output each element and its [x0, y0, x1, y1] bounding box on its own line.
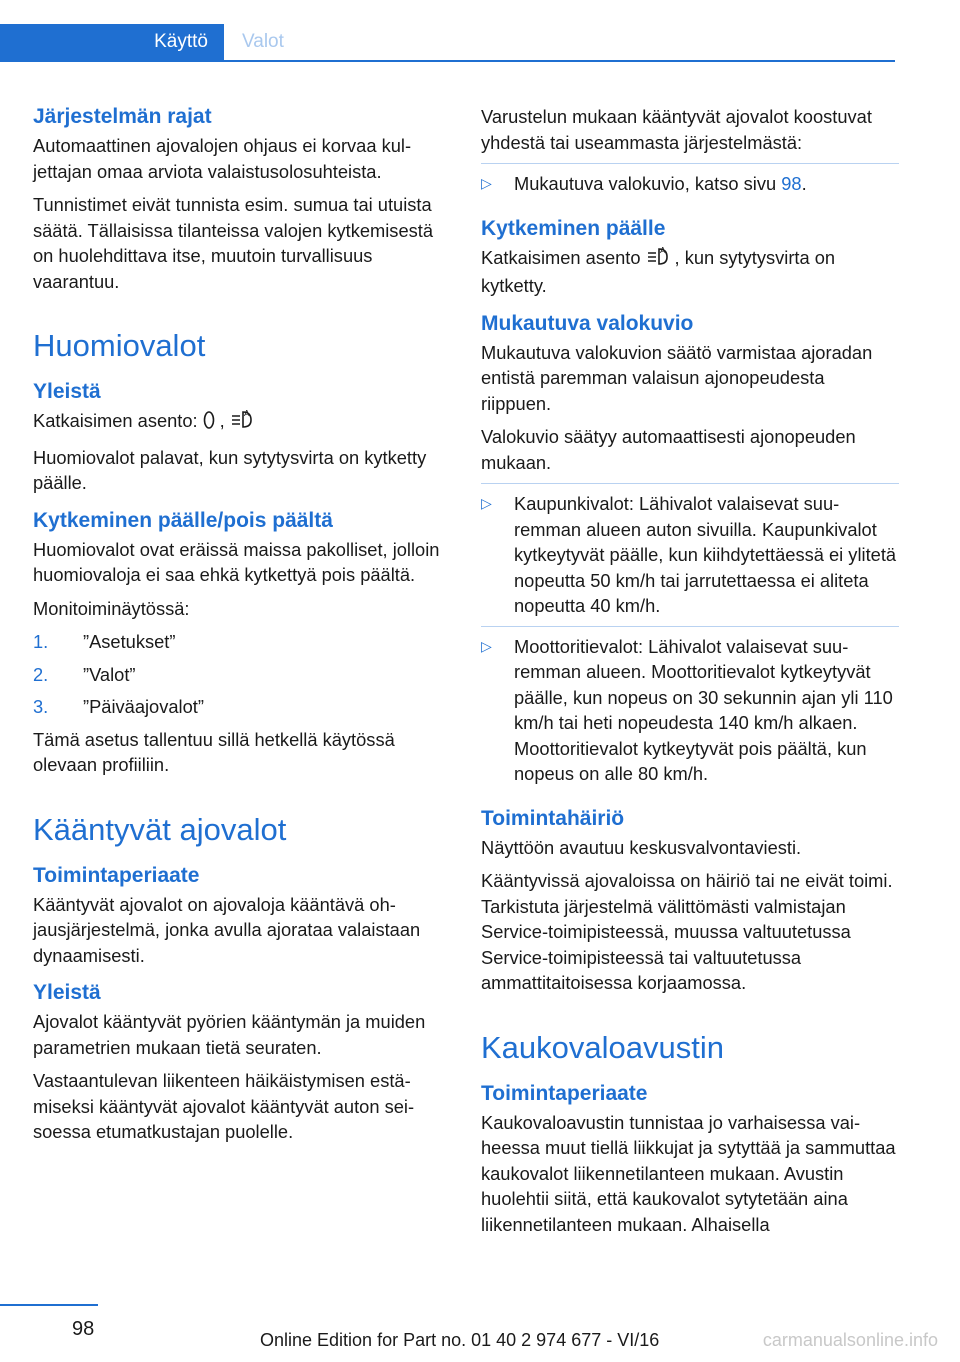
triangle-bullet-icon: ▷ [481, 175, 492, 191]
paragraph: Kääntyvät ajovalot on ajovaloja kääntävä ohjausjärjestelmä, jonka avulla ajorataa valaistaan dynaamisesti. [33, 893, 421, 966]
paragraph: Kaukovaloavustin tunnistaa jo varhaisessa vaiheessa muut tiellä liikkujat ja sytyttää ja sammuttaa kaukovalot liikennetilanteen mukaan. Avustin huolehtii siitä, että kaukovalot sytytetään aina liikennetilanteen mukaan. Alhaisella [481, 1111, 896, 1235]
heading-huomiovalot: Huomiovalot [33, 328, 206, 363]
header-rule [0, 60, 895, 62]
heading-toimintaperiaate-2: Toimintaperiaate [481, 1081, 648, 1105]
triangle-bullet-icon: ▷ [481, 637, 492, 654]
step-text: ”Valot” [83, 663, 136, 685]
step-number: 1. [33, 631, 49, 652]
paragraph: Ajovalot kääntyvät pyörien kääntymän ja muiden parametrien mukaan tietä seuraten. [33, 1011, 426, 1058]
heading-mukautuva-valokuvio: Mukautuva valokuvio [481, 311, 694, 335]
tab-kaytto[interactable]: Käyttö [0, 24, 224, 60]
heading-toimintaperiaate: Toimintaperiaate [33, 863, 200, 887]
paragraph: Automaattinen ajovalojen ohjaus ei korvaa kuljettajan omaa arviota valaistusolosuhteista. [33, 135, 412, 182]
triangle-bullet-icon: ▷ [481, 495, 492, 511]
list-item [33, 629, 448, 655]
automatic-headlight-icon [229, 408, 255, 437]
watermark: carmanualsonline.info [762, 1330, 938, 1350]
step-number: 2. [33, 663, 49, 685]
heading-kytkeminen-paalle: Kytkeminen päälle [481, 216, 666, 240]
list-item [481, 491, 899, 627]
step-text: ”Asetukset” [83, 631, 176, 652]
list-item [481, 634, 899, 794]
heading-kytkeminen-paalle-pois: Kytkeminen päälle/pois päältä [33, 508, 333, 532]
page-link[interactable]: 98 [781, 173, 802, 194]
list-item [481, 171, 899, 204]
svg-text:A: A [243, 409, 250, 418]
paragraph: Tämä asetus tallentuu sillä hetkellä käytössä olevaan profiiliin. [33, 728, 395, 775]
heading-jarjestelman-rajat: Järjestelmän rajat [33, 105, 212, 128]
text: , [219, 410, 225, 431]
divider [481, 163, 899, 164]
list-item [33, 694, 448, 720]
text: Katkaisimen asento: [33, 410, 198, 431]
steps-list [33, 629, 448, 720]
automatic-headlight-icon [645, 245, 671, 274]
heading-toimintahairio: Toimintahäiriö [481, 806, 625, 830]
paragraph: Vastaantulevan liikenteen häikäistymisen estämiseksi kääntyvät ajovalot kääntyvät auton seisoessa etumatkustajan puolelle. [33, 1070, 415, 1142]
paragraph: Mukautuva valokuvion säätö varmistaa ajoradan entistä paremman valaisun ajonopeudesta riippuen. [481, 341, 873, 414]
svg-text:A: A [659, 245, 666, 255]
paragraph: Kääntyvissä ajovaloissa on häiriö tai ne eivät toimi. Tarkistuta järjestelmä välittömästi valmistajan Service-toimipisteessä, muussa valtuutetussa Service-toimipisteessä tai valtuutetussa ammattitaitoisessa korjaamossa. [481, 870, 893, 993]
text: Mukautuva valokuvio, katso sivu [514, 173, 777, 194]
heading-yleista: Yleistä [33, 380, 101, 403]
page-number: 98 [72, 1318, 95, 1340]
paragraph: Varustelun mukaan kääntyvät ajovalot koostuvat yhdestä tai useammasta järjestelmästä: [481, 106, 872, 153]
text: , kun sytytysvirta on kytketty. [481, 246, 836, 296]
step-number: 3. [33, 696, 49, 717]
light-mode-list [481, 491, 899, 794]
right-column [481, 104, 899, 1245]
paragraph-switch-position [33, 408, 448, 437]
edition-text: Online Edition for Part no. 01 40 2 974 677 - VI/16 [260, 1330, 660, 1350]
step-text: ”Päiväajovalot” [83, 696, 204, 717]
paragraph: Huomiovalot palavat, kun sytytysvirta on kytketty päälle. [33, 446, 427, 493]
paragraph: Tunnistimet eivät tunnista esim. sumua tai utuista säätä. Tällaisissa tilanteissa valojen kytkemisestä on huolehdittava itse, muutoin turvallisuus vaarantuu. [33, 194, 434, 292]
heading-kaukovaloavustin: Kaukovaloavustin [481, 1029, 724, 1065]
text: Kaupunkivalot: Lähivalot valaisevat suuremman alueen auton sivuilla. Kaupunkivalot kytkeytyvät päälle, kun kiihdytettäessä ei ylitetä nopeutta 50 km/h tai jarrutettaessa ei aliteta nopeutta 40 km/h. [514, 493, 897, 616]
left-column [33, 104, 448, 1153]
paragraph-switch [481, 245, 899, 299]
tab-valot[interactable]: Valot [242, 31, 284, 52]
paragraph: Näyttöön avautuu keskusvalvontaviesti. [481, 836, 802, 858]
system-list [481, 171, 899, 204]
divider [481, 483, 899, 484]
paragraph: Valokuvio säätyy automaattisesti ajonopeuden mukaan. [481, 426, 856, 473]
page-header [0, 24, 895, 62]
heading-yleista-2: Yleistä [33, 981, 101, 1004]
text: . [801, 173, 807, 194]
heading-kaantyvat-ajovalot: Kääntyvät ajovalot [33, 811, 287, 847]
footer-rule [0, 1304, 98, 1306]
paragraph: Monitoiminäytössä: [33, 597, 190, 619]
light-switch-zero-icon [202, 410, 216, 437]
paragraph: Huomiovalot ovat eräissä maissa pakolliset, jolloin huomiovaloja ei saa ehkä kytkettyä pois päältä. [33, 538, 440, 585]
list-item [33, 662, 448, 688]
text: Katkaisimen asento [481, 246, 641, 268]
text: Moottoritievalot: Lähivalot valaisevat suuremman alueen. Moottoritievalot kytkeytyvät päälle, kun nopeus on 30 sekunnin ajan yli 110 km/h tai heti nopeudesta 140 km/h alkaen. Moottoritievalot kytkeytyvät pois päältä, kun nopeus on alle 80 km/h. [514, 635, 893, 784]
